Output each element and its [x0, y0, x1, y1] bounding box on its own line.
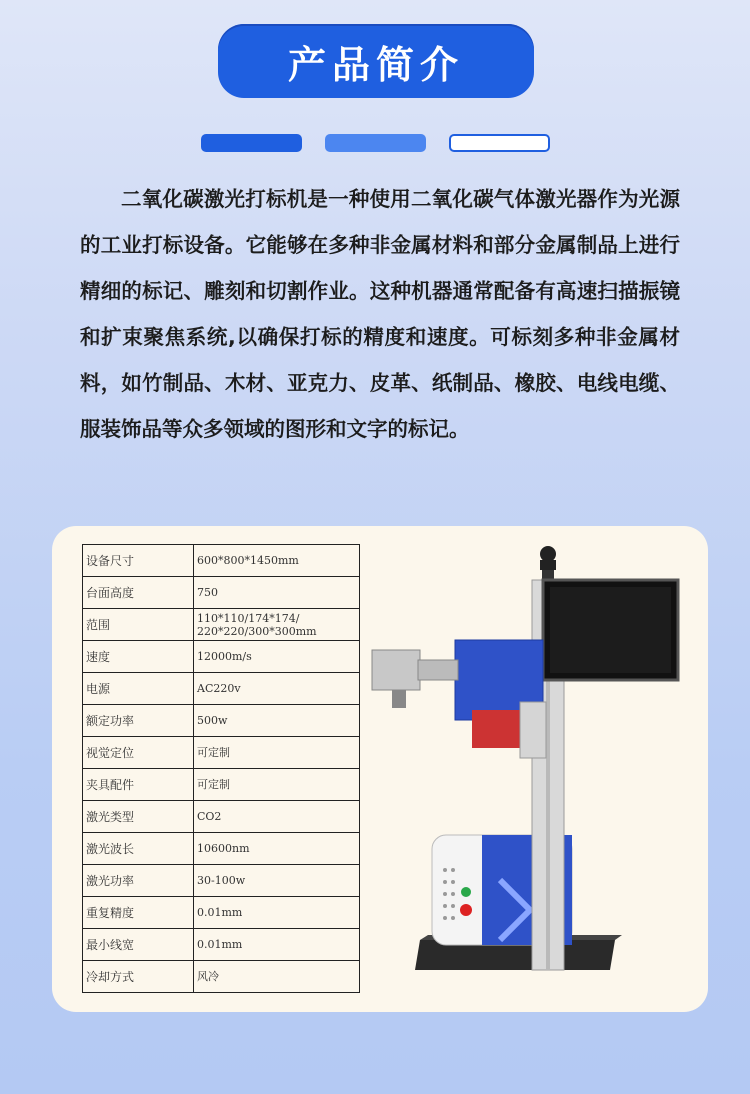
monitor-screen	[550, 587, 671, 673]
spec-value: 12000m/s	[194, 641, 360, 673]
spec-value: AC220v	[194, 673, 360, 705]
spec-row	[83, 929, 360, 961]
spec-key: 激光功率	[83, 865, 194, 897]
spec-row	[83, 961, 360, 993]
spec-value: CO2	[194, 801, 360, 833]
spec-value: 0.01mm	[194, 929, 360, 961]
spec-row	[83, 769, 360, 801]
spec-key: 冷却方式	[83, 961, 194, 993]
handwheel-base	[540, 560, 556, 570]
spec-value: 风冷	[194, 961, 360, 993]
spec-value: 可定制	[194, 737, 360, 769]
spec-key: 速度	[83, 641, 194, 673]
green-button-icon	[461, 887, 471, 897]
spec-key: 额定功率	[83, 705, 194, 737]
decor-dash-dark	[201, 134, 302, 152]
spec-row	[83, 545, 360, 577]
spec-row	[83, 577, 360, 609]
column-clamp	[520, 702, 546, 758]
laser-tube-cap	[472, 710, 522, 748]
spec-row	[83, 705, 360, 737]
decor-dash-light	[325, 134, 426, 152]
spec-value: 500w	[194, 705, 360, 737]
emergency-stop-icon	[460, 904, 472, 916]
beam-tube	[418, 660, 458, 680]
spec-value: 600*800*1450mm	[194, 545, 360, 577]
spec-row	[83, 865, 360, 897]
spec-table	[82, 544, 360, 993]
spec-key: 视觉定位	[83, 737, 194, 769]
spec-row	[83, 833, 360, 865]
section-title-banner	[218, 24, 534, 98]
laser-machine-illustration	[360, 540, 690, 990]
focus-lens	[392, 690, 406, 708]
product-intro-paragraph: 二氧化碳激光打标机是一种使用二氧化碳气体激光器作为光源的工业打标设备。它能够在多种非金属材料和部分金属制品上进行精细的标记、雕刻和切割作业。这种机器通常配备有高速扫描振镜和扩束聚焦系统,以确保打标的精度和速度。可标刻多种非金属材料，如竹制品、木材、亚克力、皮革、纸制品、橡胶、电线电缆、服装饰品等众多领域的图形和文字的标记。	[80, 187, 680, 441]
galvo-scanner	[372, 650, 420, 690]
spec-row	[83, 673, 360, 705]
spec-row	[83, 641, 360, 673]
spec-key: 台面高度	[83, 577, 194, 609]
spec-key: 电源	[83, 673, 194, 705]
spec-value: 可定制	[194, 769, 360, 801]
spec-key: 范围	[83, 609, 194, 641]
spec-key: 设备尺寸	[83, 545, 194, 577]
handwheel-icon	[540, 546, 556, 562]
decor-dash-outline	[449, 134, 550, 152]
spec-value: 0.01mm	[194, 897, 360, 929]
spec-key: 重复精度	[83, 897, 194, 929]
spec-value: 10600nm	[194, 833, 360, 865]
spec-row	[83, 801, 360, 833]
spec-key: 夹具配件	[83, 769, 194, 801]
spec-key: 最小线宽	[83, 929, 194, 961]
spec-key: 激光波长	[83, 833, 194, 865]
spec-row	[83, 737, 360, 769]
spec-value: 750	[194, 577, 360, 609]
spec-row	[83, 609, 360, 641]
spec-row	[83, 897, 360, 929]
spec-value: 110*110/174*174/ 220*220/300*300mm	[194, 609, 360, 641]
section-title: 产品简介	[287, 42, 464, 87]
spec-value: 30-100w	[194, 865, 360, 897]
spec-key: 激光类型	[83, 801, 194, 833]
